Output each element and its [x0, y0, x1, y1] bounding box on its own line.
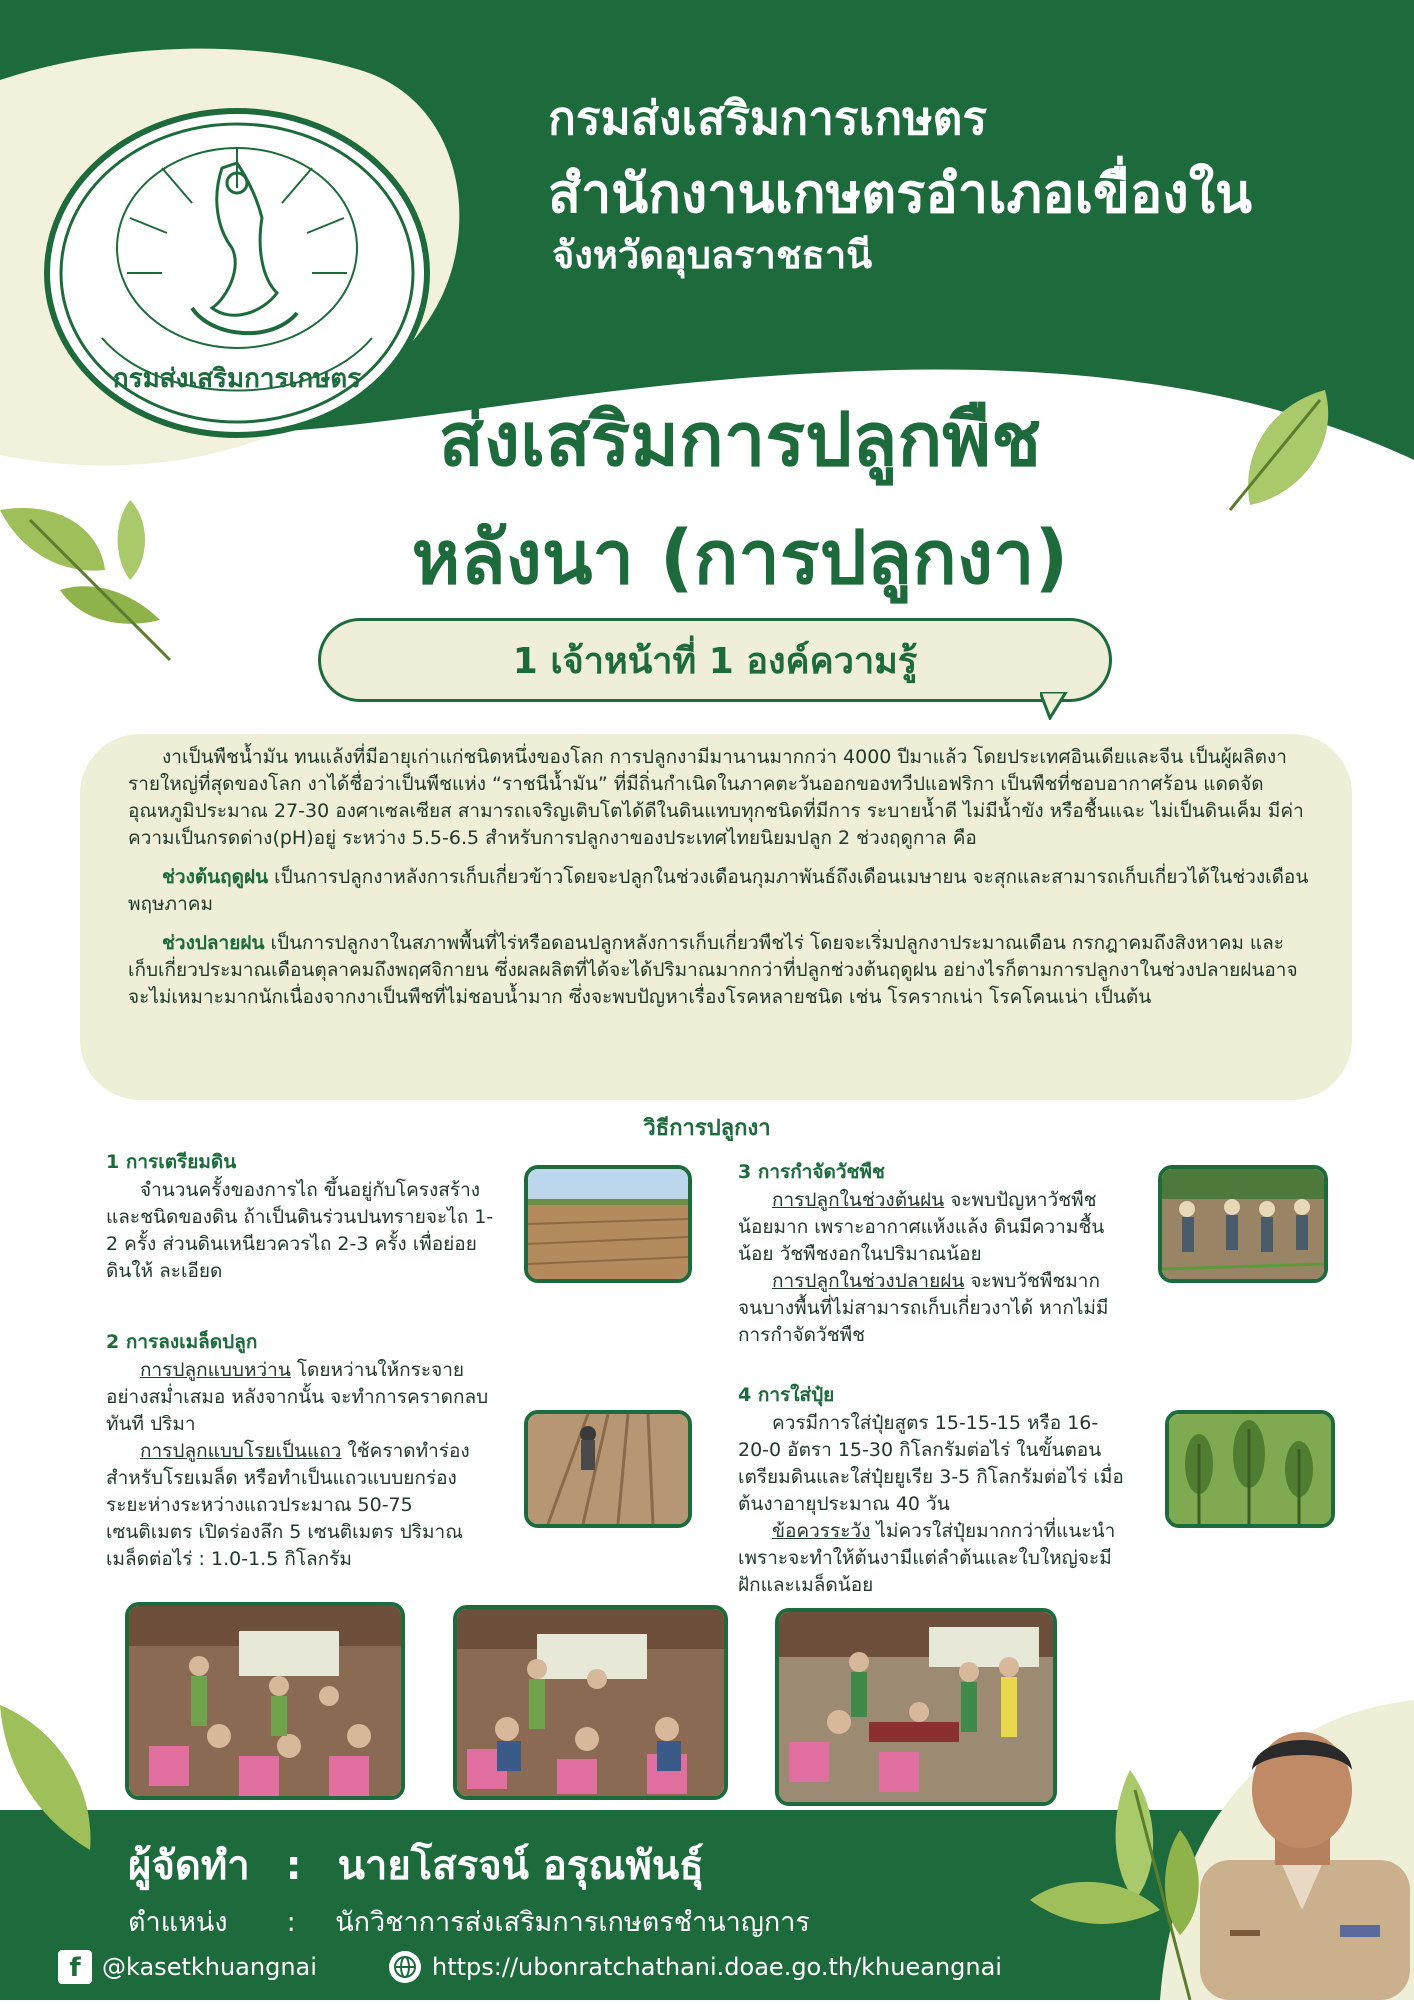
- late-rain-weed-label: การปลูกในช่วงปลายฝน: [772, 1270, 965, 1292]
- step2-block: [106, 1327, 496, 1573]
- website-link[interactable]: [388, 1950, 1002, 1984]
- step1-block: [106, 1147, 496, 1285]
- leaf-decoration-icon: [0, 480, 190, 670]
- step1-text: จำนวนครั้งของการไถ ขึ้นอยู่กับโครงสร้างและชนิดของดิน ถ้าเป็นดินร่วนปนทรายจะไถ 1-2 ครั้ง ส่วนดินเหนียวควรไถ 2-3 ครั้ง เพื่อย่อยดินให้ ละเอียด: [106, 1179, 494, 1282]
- step2-text: การปลูกแบบหว่าน โดยหว่านให้กระจายอย่างสม่ำเสมอ หลังจากนั้น จะทำการคราดกลบทันที ปริมา การปลูกแบบโรยเป็นแถว ใช้คราดทำร่องสำหรับโรยเมล็ด หรือทำเป็นแถวแบบยกร่อง ระยะห่างระหว่างแถวประมาณ 50-75 เซนติเมตร เปิดร่องลึก 5 เซนติเมตร ปริมาณเมล็ดต่อไร่ : 1.0-1.5 กิโลกรัม: [106, 1359, 489, 1570]
- late-rain-paragraph: ช่วงปลายฝน เป็นการปลูกงาในสภาพพื้นที่ไร่หรือดอนปลูกหลังการเก็บเกี่ยวพืชไร่ โดยจะเริ่มปลูกงาประมาณเดือน กรกฎาคมถึงสิงหาคม และเก็บเกี่ยวประมาณเดือนตุลาคมถึงพฤศจิกายน ซึ่งผลผลิตที่ได้จะได้ปริมาณมากกว่าที่ปลูกช่วงต้นฤดูฝน อย่างไรก็ตามการปลูกงาในช่วงปลายฝนอาจจะไม่เหมาะมากนักเนื่องจากงาเป็นพืชที่ไม่ชอบน้ำมาก ซึ่งจะพบปัญหาเรื่องโรคหลายชนิด เช่น โรครากเน่า โรคโคนเน่า เป็นต้น: [128, 932, 1298, 1008]
- step2-title: 2 การลงเมล็ดปลูก: [106, 1331, 258, 1353]
- step3-block: [738, 1157, 1128, 1349]
- tagline-text: 1 เจ้าหน้าที่ 1 องค์ความรู้: [512, 640, 918, 682]
- step4-text: ควรมีการใส่ปุ๋ยสูตร 15-15-15 หรือ 16-20-0 อัตรา 15-30 กิโลกรัมต่อไร่ ในขั้นตอนเตรียมดินและใส่ปุ๋ยยูเรีย 3-5 กิโลกรัมต่อไร่ เมื่อต้นงาอายุประมาณ 40 วัน ข้อควรระวัง ไม่ควรใส่ปุ๋ยมากกว่าที่แนะนำ เพราะจะทำให้ต้นงามีแต่ลำต้นและใบใหญ่จะมีฝักและเมล็ดน้อย: [738, 1412, 1124, 1596]
- photo-training-1: [125, 1602, 405, 1800]
- step3-text: การปลูกในช่วงต้นฝน จะพบปัญหาวัชพืชน้อยมาก เพราะอากาศแห้งแล้ง ดินมีความชื้นน้อย วัชพืชงอกในปริมาณน้อย การปลูกในช่วงปลายฝน จะพบวัชพืชมาก จนบางพื้นที่ไม่สามารถเก็บเกี่ยวงาได้ หากไม่มีการกำจัดวัชพืช: [738, 1189, 1109, 1346]
- methods-heading: วิธีการปลูกงา: [643, 1116, 771, 1141]
- photo-training-3: [775, 1608, 1057, 1806]
- facebook-handle: @kasetkhuangnai: [102, 1953, 317, 1981]
- step4-title: 4 การใส่ปุ๋ย: [738, 1384, 835, 1406]
- step3-title: 3 การกำจัดวัชพืช: [738, 1161, 885, 1183]
- position-line: [128, 1900, 810, 1943]
- step1-title: 1 การเตรียมดิน: [106, 1151, 237, 1173]
- caution-label: ข้อควรระวัง: [772, 1520, 871, 1542]
- seal-text: กรมส่งเสริมการเกษตร: [112, 364, 362, 394]
- broadcast-label: การปลูกแบบหว่าน: [140, 1359, 291, 1381]
- tagline-banner: [318, 618, 1112, 702]
- early-rain-label: ช่วงต้นฤดูฝน: [162, 866, 269, 888]
- position-label: ตำแหน่ง: [128, 1907, 228, 1938]
- intro-paragraph: งาเป็นพืชน้ำมัน ทนแล้งที่มีอายุเก่าแก่ชนิดหนึ่งของโลก การปลูกงามีมานานมากกว่า 4000 ปีมาแล้ว โดยประเทศอินเดียและจีน เป็นผู้ผลิตงารายใหญ่ที่สุดของโลก งาได้ชื่อว่าเป็นพืชแห่ง “ราชนีน้ำมัน” ที่มีถิ่นกำเนิดในภาคตะวันออกของทวีปแอฟริกา เป็นพืชที่ชอบอากาศร้อน แดดจัด อุณหภูมิประมาณ 27-30 องศาเซลเซียส สามารถเจริญเติบโตได้ดีในดินแทบทุกชนิดที่มีการ ระบายน้ำดี ไม่มีน้ำขัง หรือชื้นแฉะ ไม่เป็นดินเค็ม มีค่าความเป็นกรดด่าง(pH)อยู่ ระหว่าง 5.5-6.5 สำหรับการปลูกงาของประเทศไทยนิยมปลูก 2 ช่วงฤดูกาล คือ: [128, 746, 1304, 849]
- author-portrait: [1190, 1710, 1414, 2000]
- page-title-line1: ส่งเสริมการปลูกพืช: [438, 397, 1042, 483]
- early-rain-paragraph: ช่วงต้นฤดูฝน เป็นการปลูกงาหลังการเก็บเกี่ยวข้าวโดยจะปลูกในช่วงเดือนกุมภาพันธ์ถึงเดือนเมษายน จะสุกและสามารถเก็บเกี่ยวได้ในช่วงเดือนพฤษภาคม: [128, 866, 1309, 915]
- facebook-link[interactable]: [58, 1950, 317, 1984]
- position-value: นักวิชาการส่งเสริมการเกษตรชำนาญการ: [335, 1907, 810, 1938]
- speech-tail-icon: [1040, 692, 1070, 720]
- maker-label: ผู้จัดทำ: [128, 1843, 250, 1889]
- row-label: การปลูกแบบโรยเป็นแถว: [140, 1440, 342, 1462]
- maker-separator: :: [285, 1843, 302, 1889]
- department-seal-logo: [42, 108, 432, 438]
- website-url: https://ubonratchathani.doae.go.th/khueangnai: [432, 1953, 1002, 1981]
- office-name: สำนักงานเกษตรอำเภอเขื่องใน: [548, 162, 1253, 225]
- province-name: จังหวัดอุบลราชธานี: [552, 233, 873, 277]
- facebook-icon: f: [58, 1950, 92, 1984]
- photo-seeding-rows: [524, 1410, 692, 1528]
- step4-block: [738, 1380, 1128, 1599]
- photo-sesame-plants: [1165, 1410, 1335, 1528]
- position-separator: :: [286, 1907, 296, 1938]
- page-title-line2: หลังนา (การปลูกงา): [411, 515, 1069, 601]
- late-rain-label: ช่วงปลายฝน: [162, 932, 265, 954]
- maker-line: [128, 1833, 704, 1897]
- maker-name: นายโสรจน์ อรุณพันธุ์: [337, 1843, 704, 1889]
- photo-training-2: [453, 1605, 728, 1800]
- early-rain-weed-label: การปลูกในช่วงต้นฝน: [772, 1189, 945, 1211]
- leaf-decoration-icon: [0, 1700, 110, 1860]
- photo-weeding-workers: [1158, 1165, 1328, 1283]
- photo-plowed-field: [524, 1165, 692, 1283]
- org-name: กรมส่งเสริมการเกษตร: [548, 91, 988, 145]
- globe-icon: [388, 1950, 422, 1984]
- intro-text: [128, 744, 1310, 1023]
